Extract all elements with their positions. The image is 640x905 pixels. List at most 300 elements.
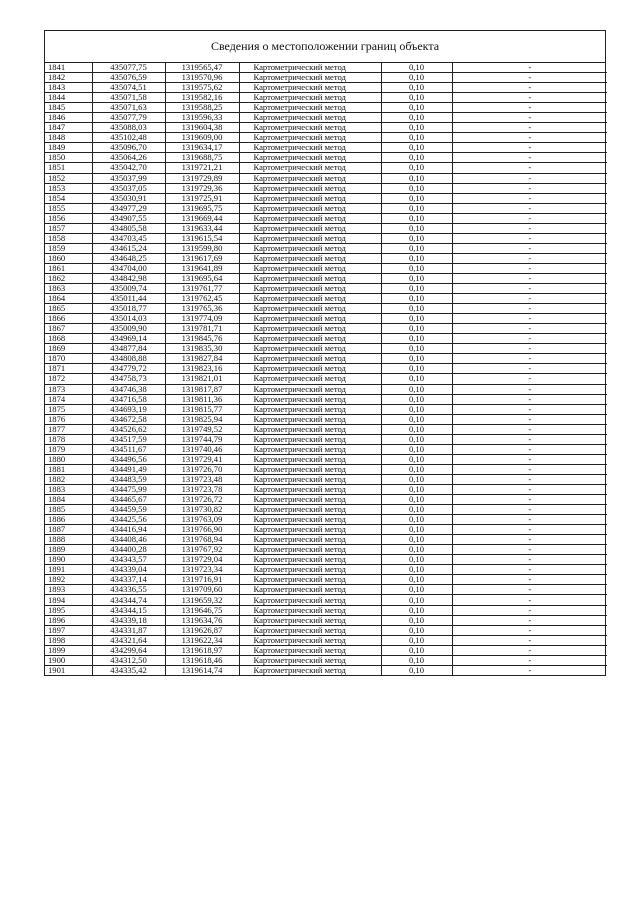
method-cell: Картометрический метод — [239, 454, 381, 464]
x-coordinate-cell: 435037,05 — [92, 183, 165, 193]
method-cell: Картометрический метод — [239, 665, 381, 675]
method-cell: Картометрический метод — [239, 153, 381, 163]
x-coordinate-cell: 434416,94 — [92, 525, 165, 535]
point-number-cell: 1866 — [45, 314, 92, 324]
x-coordinate-cell: 434511,67 — [92, 444, 165, 454]
method-cell: Картометрический метод — [239, 545, 381, 555]
y-coordinate-cell: 1319716,91 — [165, 575, 239, 585]
point-number-cell: 1890 — [45, 555, 92, 565]
point-number-cell: 1844 — [45, 93, 92, 103]
coordinates-table — [45, 63, 607, 675]
accuracy-cell: 0,10 — [381, 324, 452, 334]
x-coordinate-cell: 434716,58 — [92, 394, 165, 404]
point-number-cell: 1887 — [45, 525, 92, 535]
description-cell: - — [452, 565, 607, 575]
y-coordinate-cell: 1319723,48 — [165, 474, 239, 484]
table-row — [45, 444, 607, 454]
y-coordinate-cell: 1319695,75 — [165, 203, 239, 213]
accuracy-cell: 0,10 — [381, 284, 452, 294]
x-coordinate-cell: 434672,58 — [92, 414, 165, 424]
method-cell: Картометрический метод — [239, 334, 381, 344]
y-coordinate-cell: 1319729,04 — [165, 555, 239, 565]
y-coordinate-cell: 1319825,94 — [165, 414, 239, 424]
method-cell: Картометрический метод — [239, 655, 381, 665]
accuracy-cell: 0,10 — [381, 484, 452, 494]
description-cell: - — [452, 193, 607, 203]
accuracy-cell: 0,10 — [381, 133, 452, 143]
y-coordinate-cell: 1319604,38 — [165, 123, 239, 133]
x-coordinate-cell: 434483,59 — [92, 474, 165, 484]
description-cell: - — [452, 404, 607, 414]
accuracy-cell: 0,10 — [381, 655, 452, 665]
table-row — [45, 324, 607, 334]
method-cell: Картометрический метод — [239, 444, 381, 454]
table-row — [45, 404, 607, 414]
table-row — [45, 525, 607, 535]
accuracy-cell: 0,10 — [381, 535, 452, 545]
table-row — [45, 655, 607, 665]
y-coordinate-cell: 1319768,94 — [165, 535, 239, 545]
description-cell: - — [452, 464, 607, 474]
y-coordinate-cell: 1319575,62 — [165, 83, 239, 93]
x-coordinate-cell: 435074,51 — [92, 83, 165, 93]
point-number-cell: 1842 — [45, 73, 92, 83]
y-coordinate-cell: 1319709,60 — [165, 585, 239, 595]
y-coordinate-cell: 1319688,75 — [165, 153, 239, 163]
table-row — [45, 364, 607, 374]
description-cell: - — [452, 515, 607, 525]
method-cell: Картометрический метод — [239, 163, 381, 173]
y-coordinate-cell: 1319641,89 — [165, 263, 239, 273]
y-coordinate-cell: 1319811,36 — [165, 394, 239, 404]
description-cell: - — [452, 384, 607, 394]
description-cell: - — [452, 454, 607, 464]
y-coordinate-cell: 1319726,70 — [165, 464, 239, 474]
y-coordinate-cell: 1319729,89 — [165, 173, 239, 183]
x-coordinate-cell: 434496,56 — [92, 454, 165, 464]
method-cell: Картометрический метод — [239, 625, 381, 635]
y-coordinate-cell: 1319618,97 — [165, 645, 239, 655]
description-cell: - — [452, 223, 607, 233]
table-row — [45, 123, 607, 133]
method-cell: Картометрический метод — [239, 364, 381, 374]
point-number-cell: 1856 — [45, 213, 92, 223]
table-row — [45, 143, 607, 153]
accuracy-cell: 0,10 — [381, 203, 452, 213]
x-coordinate-cell: 434344,15 — [92, 605, 165, 615]
x-coordinate-cell: 434758,73 — [92, 374, 165, 384]
x-coordinate-cell: 434969,14 — [92, 334, 165, 344]
method-cell: Картометрический метод — [239, 424, 381, 434]
method-cell: Картометрический метод — [239, 314, 381, 324]
description-cell: - — [452, 575, 607, 585]
x-coordinate-cell: 434312,50 — [92, 655, 165, 665]
accuracy-cell: 0,10 — [381, 605, 452, 615]
y-coordinate-cell: 1319614,74 — [165, 665, 239, 675]
table-row — [45, 505, 607, 515]
accuracy-cell: 0,10 — [381, 294, 452, 304]
description-cell: - — [452, 615, 607, 625]
method-cell: Картометрический метод — [239, 113, 381, 123]
y-coordinate-cell: 1319596,33 — [165, 113, 239, 123]
method-cell: Картометрический метод — [239, 605, 381, 615]
table-row — [45, 83, 607, 93]
point-number-cell: 1852 — [45, 173, 92, 183]
table-row — [45, 233, 607, 243]
table-row — [45, 414, 607, 424]
table-row — [45, 474, 607, 484]
description-cell: - — [452, 173, 607, 183]
method-cell: Картометрический метод — [239, 354, 381, 364]
x-coordinate-cell: 435071,58 — [92, 93, 165, 103]
accuracy-cell: 0,10 — [381, 263, 452, 273]
accuracy-cell: 0,10 — [381, 243, 452, 253]
x-coordinate-cell: 434693,19 — [92, 404, 165, 414]
method-cell: Картометрический метод — [239, 93, 381, 103]
description-cell: - — [452, 163, 607, 173]
point-number-cell: 1854 — [45, 193, 92, 203]
point-number-cell: 1857 — [45, 223, 92, 233]
method-cell: Картометрический метод — [239, 203, 381, 213]
table-row — [45, 263, 607, 273]
description-cell: - — [452, 414, 607, 424]
point-number-cell: 1894 — [45, 595, 92, 605]
point-number-cell: 1889 — [45, 545, 92, 555]
accuracy-cell: 0,10 — [381, 454, 452, 464]
y-coordinate-cell: 1319823,16 — [165, 364, 239, 374]
accuracy-cell: 0,10 — [381, 374, 452, 384]
accuracy-cell: 0,10 — [381, 505, 452, 515]
x-coordinate-cell: 435018,77 — [92, 304, 165, 314]
method-cell: Картометрический метод — [239, 344, 381, 354]
description-cell: - — [452, 585, 607, 595]
accuracy-cell: 0,10 — [381, 183, 452, 193]
x-coordinate-cell: 435102,48 — [92, 133, 165, 143]
table-row — [45, 424, 607, 434]
point-number-cell: 1878 — [45, 434, 92, 444]
y-coordinate-cell: 1319774,09 — [165, 314, 239, 324]
method-cell: Картометрический метод — [239, 123, 381, 133]
description-cell: - — [452, 434, 607, 444]
table-row — [45, 153, 607, 163]
point-number-cell: 1897 — [45, 625, 92, 635]
accuracy-cell: 0,10 — [381, 545, 452, 555]
description-cell: - — [452, 665, 607, 675]
point-number-cell: 1846 — [45, 113, 92, 123]
point-number-cell: 1886 — [45, 515, 92, 525]
y-coordinate-cell: 1319845,76 — [165, 334, 239, 344]
point-number-cell: 1870 — [45, 354, 92, 364]
table-row — [45, 63, 607, 73]
table-row — [45, 203, 607, 213]
x-coordinate-cell: 434475,99 — [92, 484, 165, 494]
method-cell: Картометрический метод — [239, 103, 381, 113]
method-cell: Картометрический метод — [239, 575, 381, 585]
x-coordinate-cell: 434648,25 — [92, 253, 165, 263]
y-coordinate-cell: 1319817,87 — [165, 384, 239, 394]
description-cell: - — [452, 625, 607, 635]
description-cell: - — [452, 273, 607, 283]
y-coordinate-cell: 1319730,82 — [165, 505, 239, 515]
table-row — [45, 665, 607, 675]
x-coordinate-cell: 435088,03 — [92, 123, 165, 133]
table-row — [45, 344, 607, 354]
y-coordinate-cell: 1319633,44 — [165, 223, 239, 233]
point-number-cell: 1859 — [45, 243, 92, 253]
x-coordinate-cell: 434746,38 — [92, 384, 165, 394]
accuracy-cell: 0,10 — [381, 615, 452, 625]
x-coordinate-cell: 434459,59 — [92, 505, 165, 515]
description-cell: - — [452, 334, 607, 344]
method-cell: Картометрический метод — [239, 133, 381, 143]
y-coordinate-cell: 1319835,30 — [165, 344, 239, 354]
description-cell: - — [452, 103, 607, 113]
x-coordinate-cell: 434400,28 — [92, 545, 165, 555]
description-cell: - — [452, 123, 607, 133]
accuracy-cell: 0,10 — [381, 143, 452, 153]
point-number-cell: 1880 — [45, 454, 92, 464]
point-number-cell: 1862 — [45, 273, 92, 283]
x-coordinate-cell: 435014,03 — [92, 314, 165, 324]
method-cell: Картометрический метод — [239, 394, 381, 404]
y-coordinate-cell: 1319762,45 — [165, 294, 239, 304]
coordinates-table-body — [45, 63, 607, 675]
point-number-cell: 1873 — [45, 384, 92, 394]
x-coordinate-cell: 434703,45 — [92, 233, 165, 243]
point-number-cell: 1860 — [45, 253, 92, 263]
method-cell: Картометрический метод — [239, 173, 381, 183]
accuracy-cell: 0,10 — [381, 515, 452, 525]
description-cell: - — [452, 243, 607, 253]
method-cell: Картометрический метод — [239, 233, 381, 243]
x-coordinate-cell: 435011,44 — [92, 294, 165, 304]
y-coordinate-cell: 1319588,25 — [165, 103, 239, 113]
accuracy-cell: 0,10 — [381, 63, 452, 73]
point-number-cell: 1883 — [45, 484, 92, 494]
table-row — [45, 575, 607, 585]
description-cell: - — [452, 304, 607, 314]
method-cell: Картометрический метод — [239, 535, 381, 545]
y-coordinate-cell: 1319659,32 — [165, 595, 239, 605]
point-number-cell: 1899 — [45, 645, 92, 655]
point-number-cell: 1869 — [45, 344, 92, 354]
point-number-cell: 1861 — [45, 263, 92, 273]
y-coordinate-cell: 1319669,44 — [165, 213, 239, 223]
table-row — [45, 354, 607, 364]
description-cell: - — [452, 314, 607, 324]
y-coordinate-cell: 1319615,54 — [165, 233, 239, 243]
method-cell: Картометрический метод — [239, 434, 381, 444]
table-row — [45, 515, 607, 525]
x-coordinate-cell: 434337,14 — [92, 575, 165, 585]
point-number-cell: 1876 — [45, 414, 92, 424]
y-coordinate-cell: 1319761,77 — [165, 284, 239, 294]
point-number-cell: 1892 — [45, 575, 92, 585]
description-cell: - — [452, 253, 607, 263]
point-number-cell: 1895 — [45, 605, 92, 615]
description-cell: - — [452, 203, 607, 213]
point-number-cell: 1851 — [45, 163, 92, 173]
point-number-cell: 1850 — [45, 153, 92, 163]
method-cell: Картометрический метод — [239, 83, 381, 93]
boundary-table-sheet — [44, 30, 606, 676]
accuracy-cell: 0,10 — [381, 424, 452, 434]
method-cell: Картометрический метод — [239, 284, 381, 294]
y-coordinate-cell: 1319634,76 — [165, 615, 239, 625]
table-row — [45, 223, 607, 233]
method-cell: Картометрический метод — [239, 495, 381, 505]
x-coordinate-cell: 435071,63 — [92, 103, 165, 113]
table-row — [45, 93, 607, 103]
description-cell: - — [452, 133, 607, 143]
description-cell: - — [452, 655, 607, 665]
accuracy-cell: 0,10 — [381, 193, 452, 203]
accuracy-cell: 0,10 — [381, 223, 452, 233]
x-coordinate-cell: 434779,72 — [92, 364, 165, 374]
y-coordinate-cell: 1319729,36 — [165, 183, 239, 193]
table-row — [45, 304, 607, 314]
description-cell: - — [452, 424, 607, 434]
accuracy-cell: 0,10 — [381, 625, 452, 635]
method-cell: Картометрический метод — [239, 585, 381, 595]
y-coordinate-cell: 1319827,84 — [165, 354, 239, 364]
accuracy-cell: 0,10 — [381, 304, 452, 314]
x-coordinate-cell: 435037,99 — [92, 173, 165, 183]
point-number-cell: 1885 — [45, 505, 92, 515]
point-number-cell: 1877 — [45, 424, 92, 434]
description-cell: - — [452, 263, 607, 273]
point-number-cell: 1875 — [45, 404, 92, 414]
point-number-cell: 1884 — [45, 495, 92, 505]
table-row — [45, 625, 607, 635]
table-title: Сведения о местоположении границ объекта — [45, 31, 605, 63]
description-cell: - — [452, 344, 607, 354]
table-row — [45, 555, 607, 565]
point-number-cell: 1881 — [45, 464, 92, 474]
y-coordinate-cell: 1319723,78 — [165, 484, 239, 494]
x-coordinate-cell: 435096,70 — [92, 143, 165, 153]
accuracy-cell: 0,10 — [381, 103, 452, 113]
method-cell: Картометрический метод — [239, 63, 381, 73]
description-cell: - — [452, 364, 607, 374]
x-coordinate-cell: 434805,58 — [92, 223, 165, 233]
y-coordinate-cell: 1319721,21 — [165, 163, 239, 173]
point-number-cell: 1849 — [45, 143, 92, 153]
table-row — [45, 314, 607, 324]
x-coordinate-cell: 434615,24 — [92, 243, 165, 253]
method-cell: Картометрический метод — [239, 374, 381, 384]
y-coordinate-cell: 1319582,16 — [165, 93, 239, 103]
accuracy-cell: 0,10 — [381, 123, 452, 133]
point-number-cell: 1888 — [45, 535, 92, 545]
table-row — [45, 605, 607, 615]
table-row — [45, 565, 607, 575]
description-cell: - — [452, 294, 607, 304]
table-row — [45, 545, 607, 555]
table-row — [45, 334, 607, 344]
accuracy-cell: 0,10 — [381, 364, 452, 374]
x-coordinate-cell: 434808,88 — [92, 354, 165, 364]
method-cell: Картометрический метод — [239, 404, 381, 414]
method-cell: Картометрический метод — [239, 143, 381, 153]
x-coordinate-cell: 434321,64 — [92, 635, 165, 645]
point-number-cell: 1901 — [45, 665, 92, 675]
table-row — [45, 213, 607, 223]
x-coordinate-cell: 434339,18 — [92, 615, 165, 625]
description-cell: - — [452, 284, 607, 294]
x-coordinate-cell: 434408,46 — [92, 535, 165, 545]
y-coordinate-cell: 1319622,34 — [165, 635, 239, 645]
x-coordinate-cell: 435077,79 — [92, 113, 165, 123]
table-row — [45, 585, 607, 595]
point-number-cell: 1867 — [45, 324, 92, 334]
accuracy-cell: 0,10 — [381, 565, 452, 575]
table-row — [45, 273, 607, 283]
description-cell: - — [452, 143, 607, 153]
accuracy-cell: 0,10 — [381, 474, 452, 484]
description-cell: - — [452, 374, 607, 384]
description-cell: - — [452, 444, 607, 454]
x-coordinate-cell: 434336,55 — [92, 585, 165, 595]
method-cell: Картометрический метод — [239, 595, 381, 605]
accuracy-cell: 0,10 — [381, 354, 452, 364]
x-coordinate-cell: 434299,64 — [92, 645, 165, 655]
point-number-cell: 1847 — [45, 123, 92, 133]
point-number-cell: 1872 — [45, 374, 92, 384]
table-row — [45, 495, 607, 505]
description-cell: - — [452, 324, 607, 334]
method-cell: Картометрический метод — [239, 414, 381, 424]
point-number-cell: 1843 — [45, 83, 92, 93]
point-number-cell: 1879 — [45, 444, 92, 454]
accuracy-cell: 0,10 — [381, 213, 452, 223]
method-cell: Картометрический метод — [239, 555, 381, 565]
table-row — [45, 253, 607, 263]
accuracy-cell: 0,10 — [381, 394, 452, 404]
method-cell: Картометрический метод — [239, 505, 381, 515]
method-cell: Картометрический метод — [239, 484, 381, 494]
accuracy-cell: 0,10 — [381, 595, 452, 605]
accuracy-cell: 0,10 — [381, 645, 452, 655]
x-coordinate-cell: 434335,42 — [92, 665, 165, 675]
description-cell: - — [452, 474, 607, 484]
method-cell: Картометрический метод — [239, 324, 381, 334]
x-coordinate-cell: 434977,29 — [92, 203, 165, 213]
accuracy-cell: 0,10 — [381, 173, 452, 183]
point-number-cell: 1855 — [45, 203, 92, 213]
x-coordinate-cell: 434877,84 — [92, 344, 165, 354]
y-coordinate-cell: 1319749,52 — [165, 424, 239, 434]
method-cell: Картометрический метод — [239, 384, 381, 394]
x-coordinate-cell: 435009,90 — [92, 324, 165, 334]
method-cell: Картометрический метод — [239, 263, 381, 273]
accuracy-cell: 0,10 — [381, 334, 452, 344]
method-cell: Картометрический метод — [239, 273, 381, 283]
method-cell: Картометрический метод — [239, 193, 381, 203]
description-cell: - — [452, 595, 607, 605]
description-cell: - — [452, 535, 607, 545]
description-cell: - — [452, 645, 607, 655]
table-row — [45, 294, 607, 304]
x-coordinate-cell: 434907,55 — [92, 213, 165, 223]
method-cell: Картометрический метод — [239, 645, 381, 655]
accuracy-cell: 0,10 — [381, 83, 452, 93]
point-number-cell: 1891 — [45, 565, 92, 575]
accuracy-cell: 0,10 — [381, 93, 452, 103]
y-coordinate-cell: 1319634,17 — [165, 143, 239, 153]
x-coordinate-cell: 435064,26 — [92, 153, 165, 163]
description-cell: - — [452, 113, 607, 123]
